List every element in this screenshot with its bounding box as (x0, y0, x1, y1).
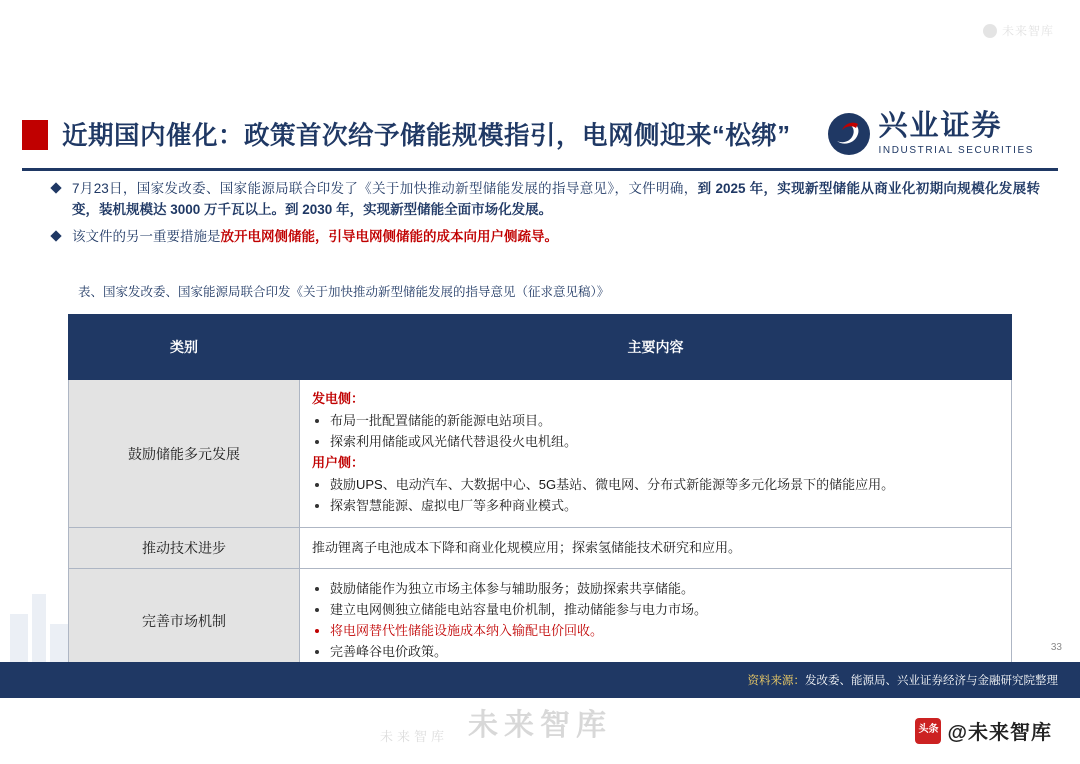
bullet-text-red: 放开电网侧储能，引导电网侧储能的成本向用户侧疏导。 (220, 229, 558, 244)
title-row (22, 112, 1058, 164)
diamond-bullet-icon (50, 230, 61, 241)
content-paragraph: 推动锂离子电池成本下降和商业化规模应用；探索氢储能技术研究和应用。 (312, 539, 742, 555)
watermark-top-text: 未来智库 (1001, 24, 1054, 38)
logo-name-cn: 兴业证券 (878, 110, 1003, 142)
title-marker (22, 120, 48, 150)
bullet-text-bold: 到 2025 年，实现新型储能从商业化初期向规模化发展转变，装机规模达 3000 万千瓦以上。到 2030 年，实现新型储能全面市场化发展。 (72, 181, 1040, 217)
watermark-brand-text: @未来智库 (947, 722, 1052, 744)
table-cell-category: 完善市场机制 (69, 569, 300, 674)
table-cell-content (300, 380, 1012, 528)
watermark-center: 未来智库 (468, 709, 612, 742)
table-body (69, 380, 1012, 674)
source-value: 发改委、能源局、兴业证券经济与金融研究院整理 (805, 675, 1058, 687)
watermark-top (983, 22, 1054, 39)
table-header-category: 类别 (69, 315, 300, 380)
dot-bullet-icon (315, 608, 319, 612)
logo-name-en: INDUSTRIAL SECURITIES (878, 145, 1034, 156)
dot-bullet-icon (315, 587, 319, 591)
content-list-item-text: 鼓励UPS、电动汽车、大数据中心、5G基站、微电网、分布式新能源等多元化场景下的储能应用。 (330, 477, 895, 492)
table-cell-content (300, 528, 1012, 569)
content-list-item-text: 完善峰谷电价政策。 (330, 644, 448, 659)
bullet-item (48, 178, 1040, 220)
content-list-item-highlighted (312, 621, 999, 641)
page-title: 近期国内催化：政策首次给予储能规模指引，电网侧迎来“松绑” (62, 122, 791, 150)
toutiao-logo-icon: 头条 (915, 718, 941, 744)
content-list-item (312, 600, 999, 620)
source-label: 资料来源： (747, 675, 805, 687)
bullet-text-plain: 7月23日，国家发改委、国家能源局联合印发了《关于加快推动新型储能发展的指导意见》，文件明确， (72, 181, 698, 196)
watermark-dot-icon (983, 24, 997, 38)
table-header-row (69, 315, 1012, 380)
table-row (69, 569, 1012, 674)
table-cell-content (300, 569, 1012, 674)
page-number: 33 (1050, 642, 1062, 653)
content-list-item (312, 496, 999, 516)
content-list-item (312, 432, 999, 452)
table-caption: 表、国家发改委、国家能源局联合印发《关于加快推动新型储能发展的指导意见（征求意见稿）》 (78, 285, 610, 299)
watermark-brand (915, 716, 1052, 745)
content-list-item-text: 将电网替代性储能设施成本纳入输配电价回收。 (330, 623, 604, 638)
content-subhead: 用户侧： (312, 455, 365, 470)
content-subhead: 发电侧： (312, 391, 365, 406)
table-head (69, 315, 1012, 380)
title-underline (22, 168, 1058, 171)
dot-bullet-icon (315, 504, 319, 508)
dot-bullet-icon (315, 419, 319, 423)
table-cell-category: 推动技术进步 (69, 528, 300, 569)
table-cell-category: 鼓励储能多元发展 (69, 380, 300, 528)
table-row (69, 528, 1012, 569)
content-list-item (312, 579, 999, 599)
bullet-text-plain: 该文件的另一重要措施是 (72, 229, 221, 244)
bullet-list (48, 178, 1040, 253)
diamond-bullet-icon (50, 182, 61, 193)
content-list-item (312, 642, 999, 662)
content-list-item (312, 475, 999, 495)
dot-bullet-icon (315, 629, 319, 633)
table-header-content: 主要内容 (300, 315, 1012, 380)
content-list-item-text: 建立电网侧独立储能电站容量电价机制，推动储能参与电力市场。 (330, 602, 708, 617)
content-list-item-text: 布局一批配置储能的新能源电站项目。 (330, 413, 552, 428)
watermark-ghost-left: 未来智库 (380, 729, 449, 744)
source-note (748, 672, 1059, 688)
content-list-item-text: 鼓励储能作为独立市场主体参与辅助服务；鼓励探索共享储能。 (330, 581, 695, 596)
dot-bullet-icon (315, 650, 319, 654)
dot-bullet-icon (315, 440, 319, 444)
policy-table (68, 314, 1012, 674)
dot-bullet-icon (315, 483, 319, 487)
content-list-item-text: 探索智慧能源、虚拟电厂等多种商业模式。 (330, 498, 578, 513)
company-logo (827, 112, 1034, 156)
content-list-item (312, 411, 999, 431)
content-list-item-text: 探索利用储能或风光储代替退役火电机组。 (330, 434, 578, 449)
table-row (69, 380, 1012, 528)
bullet-item (48, 226, 1040, 247)
logo-mark-icon (827, 112, 871, 156)
